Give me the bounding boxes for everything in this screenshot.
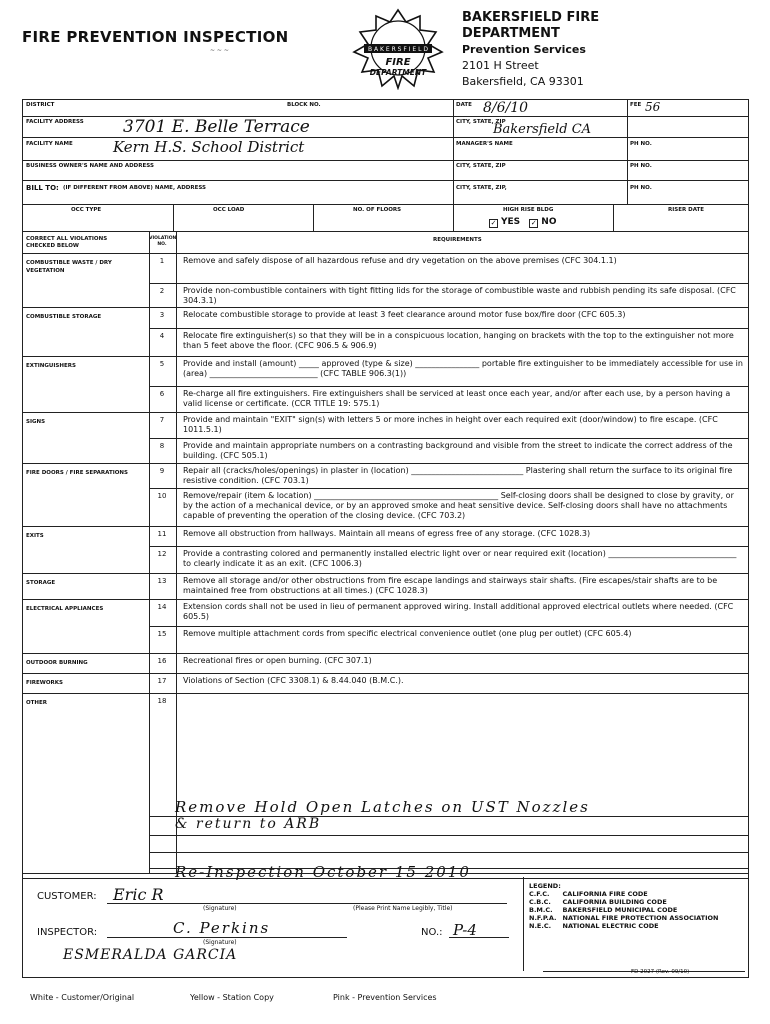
inspector-printed-name[interactable]: ESMERALDA GARCIA [63,947,238,963]
violation-category: FIREWORKS [26,680,63,686]
legend-row [529,914,725,922]
seal-top-text: B A K E R S F I E L D [368,46,428,53]
title-mark: ~ ~ ~ [210,47,229,54]
division-name: Prevention Services [462,43,586,56]
legend-row [529,906,725,914]
customer-signature[interactable]: Eric R [113,885,164,904]
violation-number: 3 [159,311,165,319]
legend-description: BAKERSFIELD MUNICIPAL CODE [562,906,678,914]
form-number: FD 2027 (Rev. 09/10) [631,969,690,975]
occ-type-label: OCC TYPE [71,207,102,213]
violation-category: EXTINGUISHERS [26,363,76,369]
department-block [462,10,599,90]
violation-requirement: Provide and maintain appropriate numbers on a contrasting background and visible from the street to indicate the correct address of the building. (CFC 505.1) [183,441,733,460]
billto-city-label: CITY, STATE, ZIP, [456,185,507,191]
legend-code: N.F.P.A. [529,914,557,922]
other-line-2[interactable]: & return to ARB [175,816,322,832]
highrise-label: HIGH RISE BLDG [503,207,554,213]
copy-yellow: Yellow - Station Copy [190,993,274,1002]
signature-section [22,877,749,978]
legend [529,882,725,930]
print-name-caption: (Please Print Name Legibly, Title) [353,905,453,912]
riser-label: RISER DATE [668,207,705,213]
inspector-signature[interactable]: C. Perkins [173,919,271,937]
violation-category: ELECTRICAL APPLIANCES [26,606,104,612]
violation-number: 17 [157,677,167,685]
violation-number: 5 [159,360,165,368]
manager-label: MANAGER'S NAME [456,141,513,147]
violation-category: COMBUSTIBLE WASTE / DRY VEGETATION [26,260,112,274]
violation-number: 16 [157,657,167,665]
billto-ph-label: PH NO. [630,185,652,191]
seal-bottom-text: DEPARTMENT [369,68,427,77]
legend-description: CALIFORNIA BUILDING CODE [562,898,667,906]
correct-violations-header: CORRECT ALL VIOLATIONS CHECKED BELOW [26,236,108,249]
legend-description: NATIONAL ELECTRIC CODE [562,922,659,930]
date-label: DATE [456,102,472,108]
violation-category: OUTDOOR BURNING [26,660,88,666]
violation-requirement: Provide non-combustible containers with tight fitting lids for the storage of combustible waste and rubbish pending its safe disposal. (CFC 304.3.1) [183,286,736,305]
violation-requirement: Violations of Section (CFC 3308.1) & 8.44.040 (B.M.C.). [183,676,404,685]
owner-city-label: CITY, STATE, ZIP [456,163,506,169]
floors-label: NO. OF FLOORS [353,207,402,213]
violation-requirement: Remove all storage and/or other obstructions from fire escape landings and stairways stair shafts. (Fire escapes/stair shafts are to be maintained free from obstructions at all times.) (CFC 1028.3) [183,576,718,595]
violation-category: OTHER [26,700,48,706]
highrise-options [483,217,556,227]
fee-value[interactable]: 56 [645,100,661,114]
address-line-2: Bakersfield, CA 93301 [462,75,584,88]
other-line-1[interactable]: Remove Hold Open Latches on UST Nozzles [175,798,590,816]
violation-requirement: Re-charge all fire extinguishers. Fire extinguishers shall be serviced at least once each year, and/or after each use, by a person having a valid license or certificate. (CCR TITLE 19: 575.1) [183,389,731,408]
facility-address-label: FACILITY ADDRESS [26,119,84,125]
manager-ph-label: PH NO. [630,141,652,147]
facility-address-value[interactable]: 3701 E. Belle Terrace [123,117,310,137]
department-name: BAKERSFIELD FIRE [462,10,600,25]
billto-label: BILL TO: [26,184,59,192]
legend-code: C.F.C. [529,890,550,898]
department-name-2: DEPARTMENT [462,26,560,41]
violation-number: 18 [157,697,167,705]
violation-number: 1 [159,257,165,265]
legend-description: CALIFORNIA FIRE CODE [562,890,648,898]
seal-mid-text: FIRE [385,57,411,68]
inspector-label: INSPECTOR: [37,927,98,938]
violation-category: STORAGE [26,580,56,586]
inspector-no-value[interactable]: P-4 [453,921,477,939]
no-label: NO [541,217,557,227]
violation-requirement: Recreational fires or open burning. (CFC 307.1) [183,656,372,665]
violation-requirement: Extension cords shall not be used in lieu of permanent approved wiring. Install additional approved electrical outlets where needed. (CFC 605.5) [183,602,734,621]
facility-name-label: FACILITY NAME [26,141,73,147]
date-value[interactable]: 8/6/10 [483,100,529,116]
legend-code: B.M.C. [529,906,553,914]
violation-requirement: Remove and safely dispose of all hazardous refuse and dry vegetation on the above premises (CFC 304.1.1) [183,256,617,265]
fire-department-seal [346,8,450,90]
violation-number: 7 [159,416,165,424]
facility-name-value[interactable]: Kern H.S. School District [113,138,305,156]
violation-requirement: Repair all (cracks/holes/openings) in plaster in (location) ____________________________ Plastering shall return the surface to its original fire resistive condition. (CFC 703.1) [183,466,733,485]
violation-requirement: Remove multiple attachment cords from specific electrical convenience outlet (one plug per outlet) (CFC 605.4) [183,629,632,638]
violation-requirement: Remove all obstruction from hallways. Maintain all means of egress free of any storage. (CFC 1028.3) [183,529,591,538]
violation-number: 6 [159,390,165,398]
address-line-1: 2101 H Street [462,59,539,72]
legend-label: LEGEND: [529,882,561,890]
violation-number: 8 [159,442,165,450]
violation-number: 12 [157,550,167,558]
yes-checkbox[interactable]: ✓ [490,219,497,227]
no-checkbox[interactable]: ✓ [530,219,537,227]
violation-category: FIRE DOORS / FIRE SEPARATIONS [26,470,128,476]
city-label: CITY, STATE, ZIP [456,119,506,125]
inspection-form [22,99,749,879]
violation-number: 14 [157,603,167,611]
violation-number: 13 [157,577,167,585]
legend-row [529,898,725,906]
violation-category: EXITS [26,533,44,539]
violation-requirement: Provide a contrasting colored and permanently installed electric light over or near required exit (location) ________________________________ to clearly indicate it as an exit. (CFC 1006.3) [183,549,737,568]
yes-label: YES [501,217,521,227]
owner-label: BUSINESS OWNER'S NAME AND ADDRESS [26,163,154,169]
copy-pink: Pink - Prevention Services [333,993,437,1002]
legend-table [529,890,725,930]
customer-signature-caption: (Signature) [203,905,237,912]
violation-no-header: VIOLATION NO. [149,236,177,247]
violation-requirement: Provide and install (amount) _____ approved (type & size) ________________ portable fire extinguisher to be immediately accessible for use in (area) ___________________________ (CFC TABLE 906.3(1)) [183,359,743,378]
district-label: DISTRICT [26,102,55,108]
legend-row [529,922,725,930]
violation-number: 15 [157,630,167,638]
customer-label: CUSTOMER: [37,891,97,902]
violation-number: 9 [159,467,165,475]
reinspection-note[interactable]: Re-Inspection October 15 2010 [175,863,471,881]
copy-white: White - Customer/Original [30,993,135,1002]
violation-number: 2 [159,287,165,295]
violation-requirement: Relocate combustible storage to provide at least 3 feet clearance around motor fuse box/fire door (CFC 605.3) [183,310,626,319]
fee-label: FEE [630,102,642,108]
violation-requirement: Provide and maintain "EXIT" sign(s) with letters 5 or more inches in height over each required exit (door/window) to fire escape. (CFC 1011.5.1) [183,415,718,434]
requirements-header: REQUIREMENTS [433,237,482,243]
violation-requirement: Relocate fire extinguisher(s) so that they will be in a conspicuous location, hanging on brackets with the top to the extinguisher not more than 5 feet above the floor. (CFC 906.5 & 906.9) [183,331,734,350]
violation-requirement: Remove/repair (item & location) ______________________________________________ Self-closing doors shall be designed to close by gravity, or by the action of a mechanical device, or by an approved smoke and heat sensitive device. Self-closing doors shall have no attachments capable of preventing the operation of the closing device. (CFC 703.2) [183,491,734,520]
violation-number: 11 [157,530,167,538]
violation-number: 4 [159,332,165,340]
form-title: FIRE PREVENTION INSPECTION [22,28,289,46]
legend-description: NATIONAL FIRE PROTECTION ASSOCIATION [562,914,719,922]
violation-number: 10 [157,492,167,500]
owner-ph-label: PH NO. [630,163,652,169]
city-value[interactable]: Bakersfield CA [493,122,592,137]
violation-category: COMBUSTIBLE STORAGE [26,314,102,320]
legend-code: N.E.C. [529,922,552,930]
billto-note: (IF DIFFERENT FROM ABOVE) NAME, ADDRESS [63,185,206,191]
legend-row [529,890,725,898]
inspector-signature-caption: (Signature) [203,939,237,946]
legend-code: C.B.C. [529,898,551,906]
block-label: BLOCK NO. [287,102,321,108]
occ-load-label: OCC LOAD [213,207,245,213]
violation-category: SIGNS [26,419,46,425]
inspector-no-label: NO.: [421,927,443,938]
